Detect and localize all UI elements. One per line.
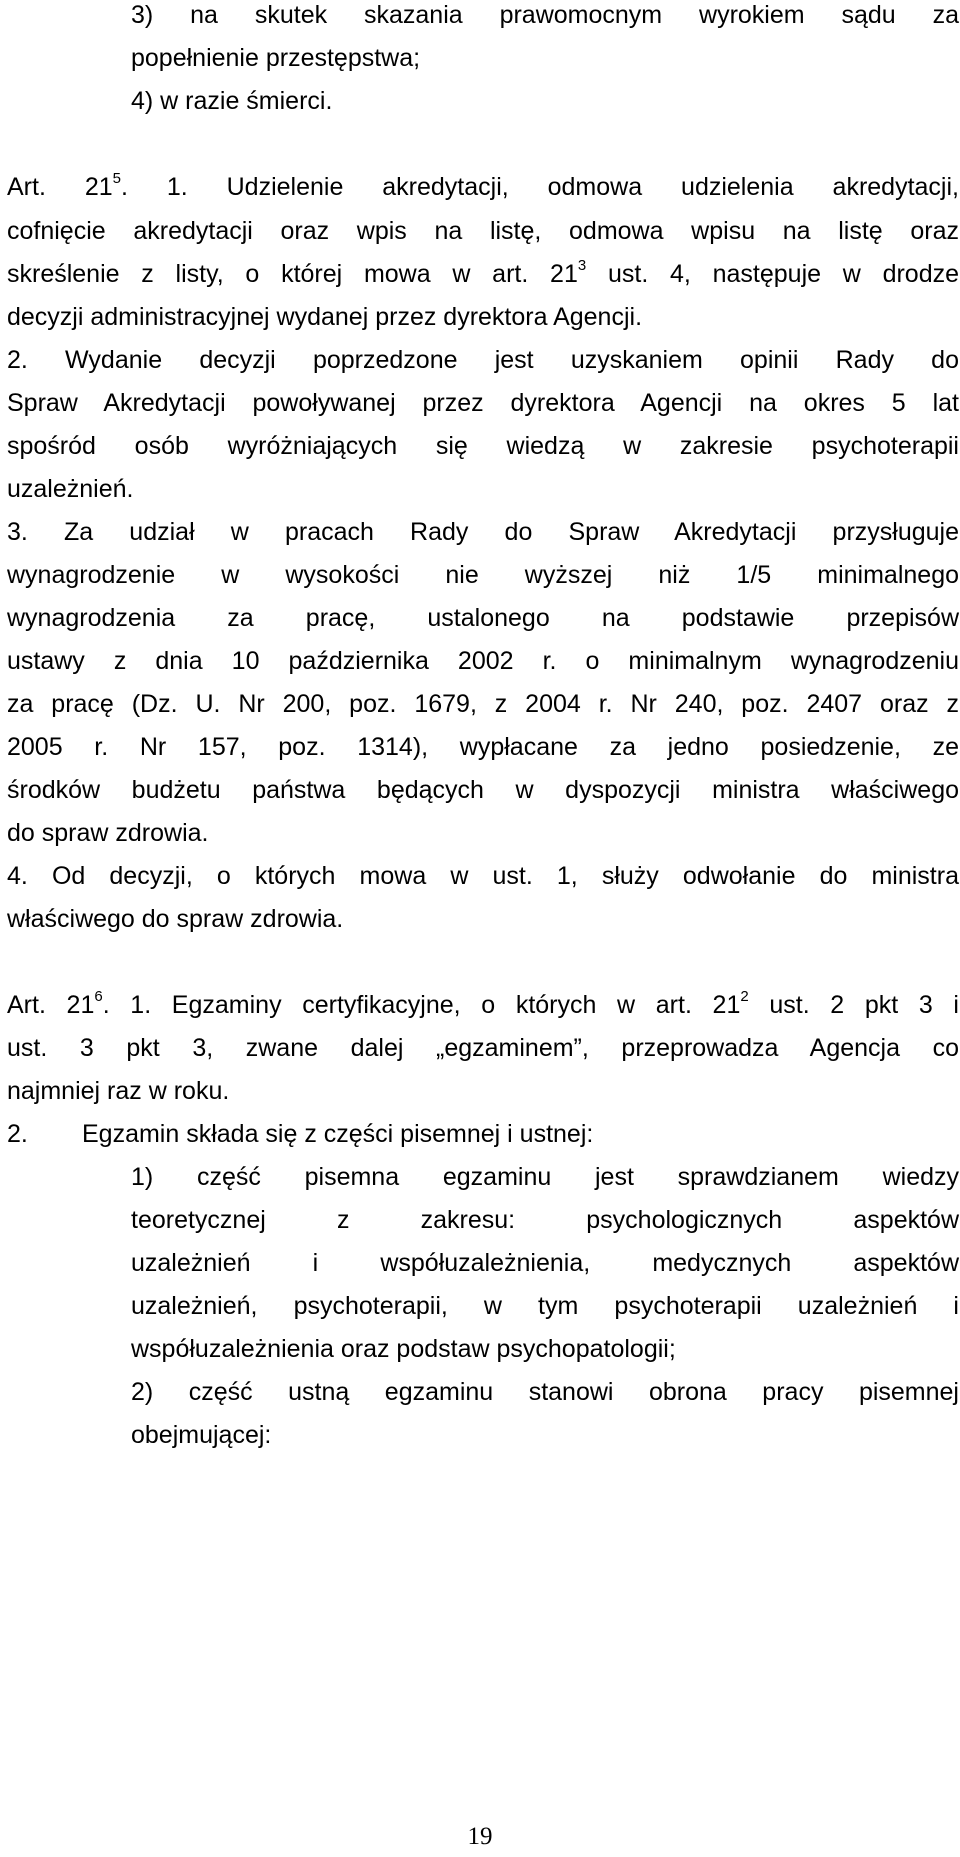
- text-line: [7, 256, 960, 289]
- text-line: 2. Wydanie decyzji poprzedzone jest uzyskaniem opinii Rady do: [7, 346, 959, 374]
- text-line: 3. Za udział w pracach Rady do Spraw Akredytacji przysługuje: [7, 518, 959, 546]
- text-line: cofnięcie akredytacji oraz wpis na listę, odmowa wpisu na listę oraz: [7, 217, 959, 245]
- text-line: obejmującej:: [131, 1421, 272, 1449]
- text-line: [7, 1119, 959, 1149]
- text-line: wynagrodzenie w wysokości nie wyższej niż 1/5 minimalnego: [7, 561, 959, 589]
- text-segment: . 1. Udzielenie akredytacji, odmowa udzielenia akredytacji,: [120, 173, 959, 201]
- text-line: 4) w razie śmierci.: [131, 87, 333, 115]
- text-segment: skreślenie z listy, o której mowa w art. 21: [7, 260, 578, 288]
- text-line: spośród osób wyróżniających się wiedzą w zakresie psychoterapii: [7, 432, 959, 460]
- article-label: Art. 21: [7, 991, 95, 1019]
- text-line: uzależnień i współuzależnienia, medycznych aspektów: [131, 1249, 959, 1277]
- paragraph-number: 2.: [7, 1120, 28, 1148]
- text-line: uzależnień, psychoterapii, w tym psychoterapii uzależnień i: [131, 1292, 959, 1320]
- text-line: do spraw zdrowia.: [7, 819, 209, 847]
- text-line: ustawy z dnia 10 października 2002 r. o minimalnym wynagrodzeniu: [7, 647, 959, 675]
- article-21-5-heading: [7, 169, 959, 202]
- list-item: 1) część pisemna egzaminu jest sprawdzianem wiedzy: [131, 1163, 959, 1191]
- text-line: Spraw Akredytacji powoływanej przez dyrektora Agencji na okres 5 lat: [7, 389, 959, 417]
- article-21-6-heading: [7, 987, 959, 1020]
- text-line: współuzależnienia oraz podstaw psychopatologii;: [131, 1335, 676, 1363]
- text-line: ust. 3 pkt 3, zwane dalej „egzaminem”, przeprowadza Agencja co: [7, 1034, 959, 1062]
- superscript: 2: [740, 987, 749, 1005]
- text-segment: . 1. Egzaminy certyfikacyjne, o których w art. 21: [102, 991, 741, 1019]
- list-item: 2) część ustną egzaminu stanowi obrona pracy pisemnej: [131, 1378, 959, 1406]
- text-line: 2005 r. Nr 157, poz. 1314), wypłacane za jedno posiedzenie, ze: [7, 733, 959, 761]
- text-line: wynagrodzenia za pracę, ustalonego na podstawie przepisów: [7, 604, 959, 632]
- text-line: właściwego do spraw zdrowia.: [7, 905, 344, 933]
- text-line: 4. Od decyzji, o których mowa w ust. 1, służy odwołanie do ministra: [7, 862, 959, 890]
- text-line: za pracę (Dz. U. Nr 200, poz. 1679, z 2004 r. Nr 240, poz. 2407 oraz z: [7, 690, 959, 718]
- article-label: Art. 21: [7, 173, 113, 201]
- text-line: popełnienie przestępstwa;: [131, 44, 421, 72]
- text-line: środków budżetu państwa będących w dyspozycji ministra właściwego: [7, 776, 959, 804]
- text-segment: ust. 2 pkt 3 i: [748, 991, 959, 1019]
- text-segment: ust. 4, następuje w drodze: [586, 260, 960, 288]
- text-segment: Egzamin składa się z części pisemnej i ustnej:: [82, 1120, 594, 1148]
- superscript: 6: [94, 987, 103, 1005]
- text-line: teoretycznej z zakresu: psychologicznych aspektów: [131, 1206, 959, 1234]
- text-line: najmniej raz w roku.: [7, 1077, 230, 1105]
- text-line: decyzji administracyjnej wydanej przez dyrektora Agencji.: [7, 303, 643, 331]
- superscript: 5: [112, 169, 121, 187]
- page-number: 19: [467, 1823, 493, 1850]
- text-line: uzależnień.: [7, 475, 134, 503]
- text-line: 3) na skutek skazania prawomocnym wyrokiem sądu za: [131, 1, 959, 29]
- superscript: 3: [577, 256, 587, 274]
